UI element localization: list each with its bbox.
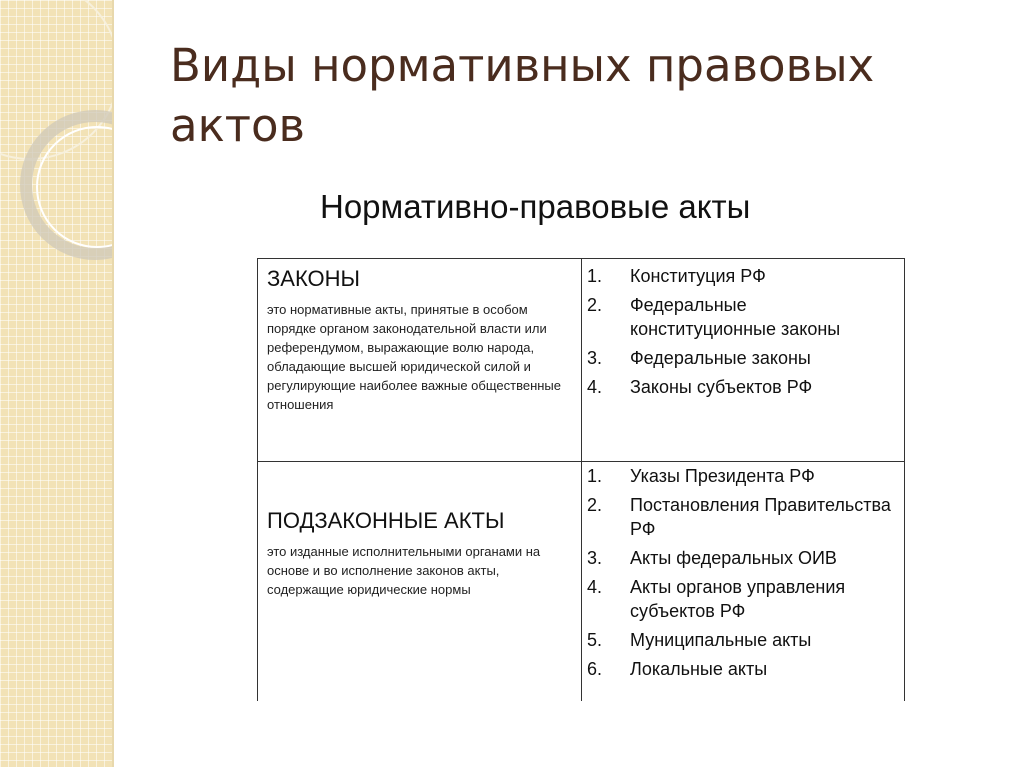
list-item-text: Указы Президента РФ [630, 466, 815, 486]
list-item-text: Акты федеральных ОИВ [630, 548, 837, 568]
list-item [587, 546, 897, 570]
side-divider [112, 0, 114, 767]
slide-title: Виды нормативных правовых актов [170, 39, 875, 152]
list-item [587, 493, 897, 541]
list-item-text: Акты органов управления субъектов РФ [630, 577, 846, 621]
laws-list [587, 264, 897, 404]
classification-table [257, 258, 905, 701]
table-border-right [904, 258, 905, 701]
list-item-number: 4. [587, 577, 603, 597]
laws-definition: это нормативные акты, принятые в особом порядке органом законодательной власти или референдумом, выражающие волю народа, обладающие высшей юридической силой и регулирующие наиболее важные общественные отношения [267, 302, 561, 412]
list-item [587, 575, 897, 623]
list-item-text: Федеральные конституционные законы [630, 295, 841, 339]
table-border-left [257, 258, 258, 701]
list-item [587, 657, 897, 681]
list-item-number: 1. [587, 466, 603, 486]
list-item [587, 628, 897, 652]
bylaws-list [587, 464, 897, 686]
list-item-number: 3. [587, 548, 603, 568]
laws-term: ЗАКОНЫ [267, 266, 361, 291]
list-item-number: 4. [587, 377, 603, 397]
list-item-number: 3. [587, 348, 603, 368]
list-item [587, 264, 897, 288]
list-item-text: Муниципальные акты [630, 630, 812, 650]
list-item-number: 2. [587, 295, 603, 315]
list-item [587, 293, 897, 341]
diagram-title: Нормативно-правовые акты [320, 188, 751, 225]
list-item-number: 6. [587, 659, 603, 679]
list-item-text: Конституция РФ [630, 266, 766, 286]
table-column-divider [581, 258, 582, 701]
list-item-number: 5. [587, 630, 603, 650]
list-item-text: Постановления Правительства РФ [630, 495, 891, 539]
list-item-number: 2. [587, 495, 603, 515]
list-item [587, 375, 897, 399]
bylaws-cell [267, 508, 572, 599]
list-item-text: Локальные акты [630, 659, 768, 679]
list-item-text: Федеральные законы [630, 348, 811, 368]
decorative-side-panel [0, 0, 112, 767]
list-item-number: 1. [587, 266, 603, 286]
bylaws-definition: это изданные исполнительными органами на основе и во исполнение законов акты, содержащие юридические нормы [267, 544, 541, 597]
list-item [587, 464, 897, 488]
bylaws-term: ПОДЗАКОННЫЕ АКТЫ [267, 508, 505, 533]
list-item-text: Законы субъектов РФ [630, 377, 813, 397]
list-item [587, 346, 897, 370]
laws-cell [267, 266, 572, 414]
